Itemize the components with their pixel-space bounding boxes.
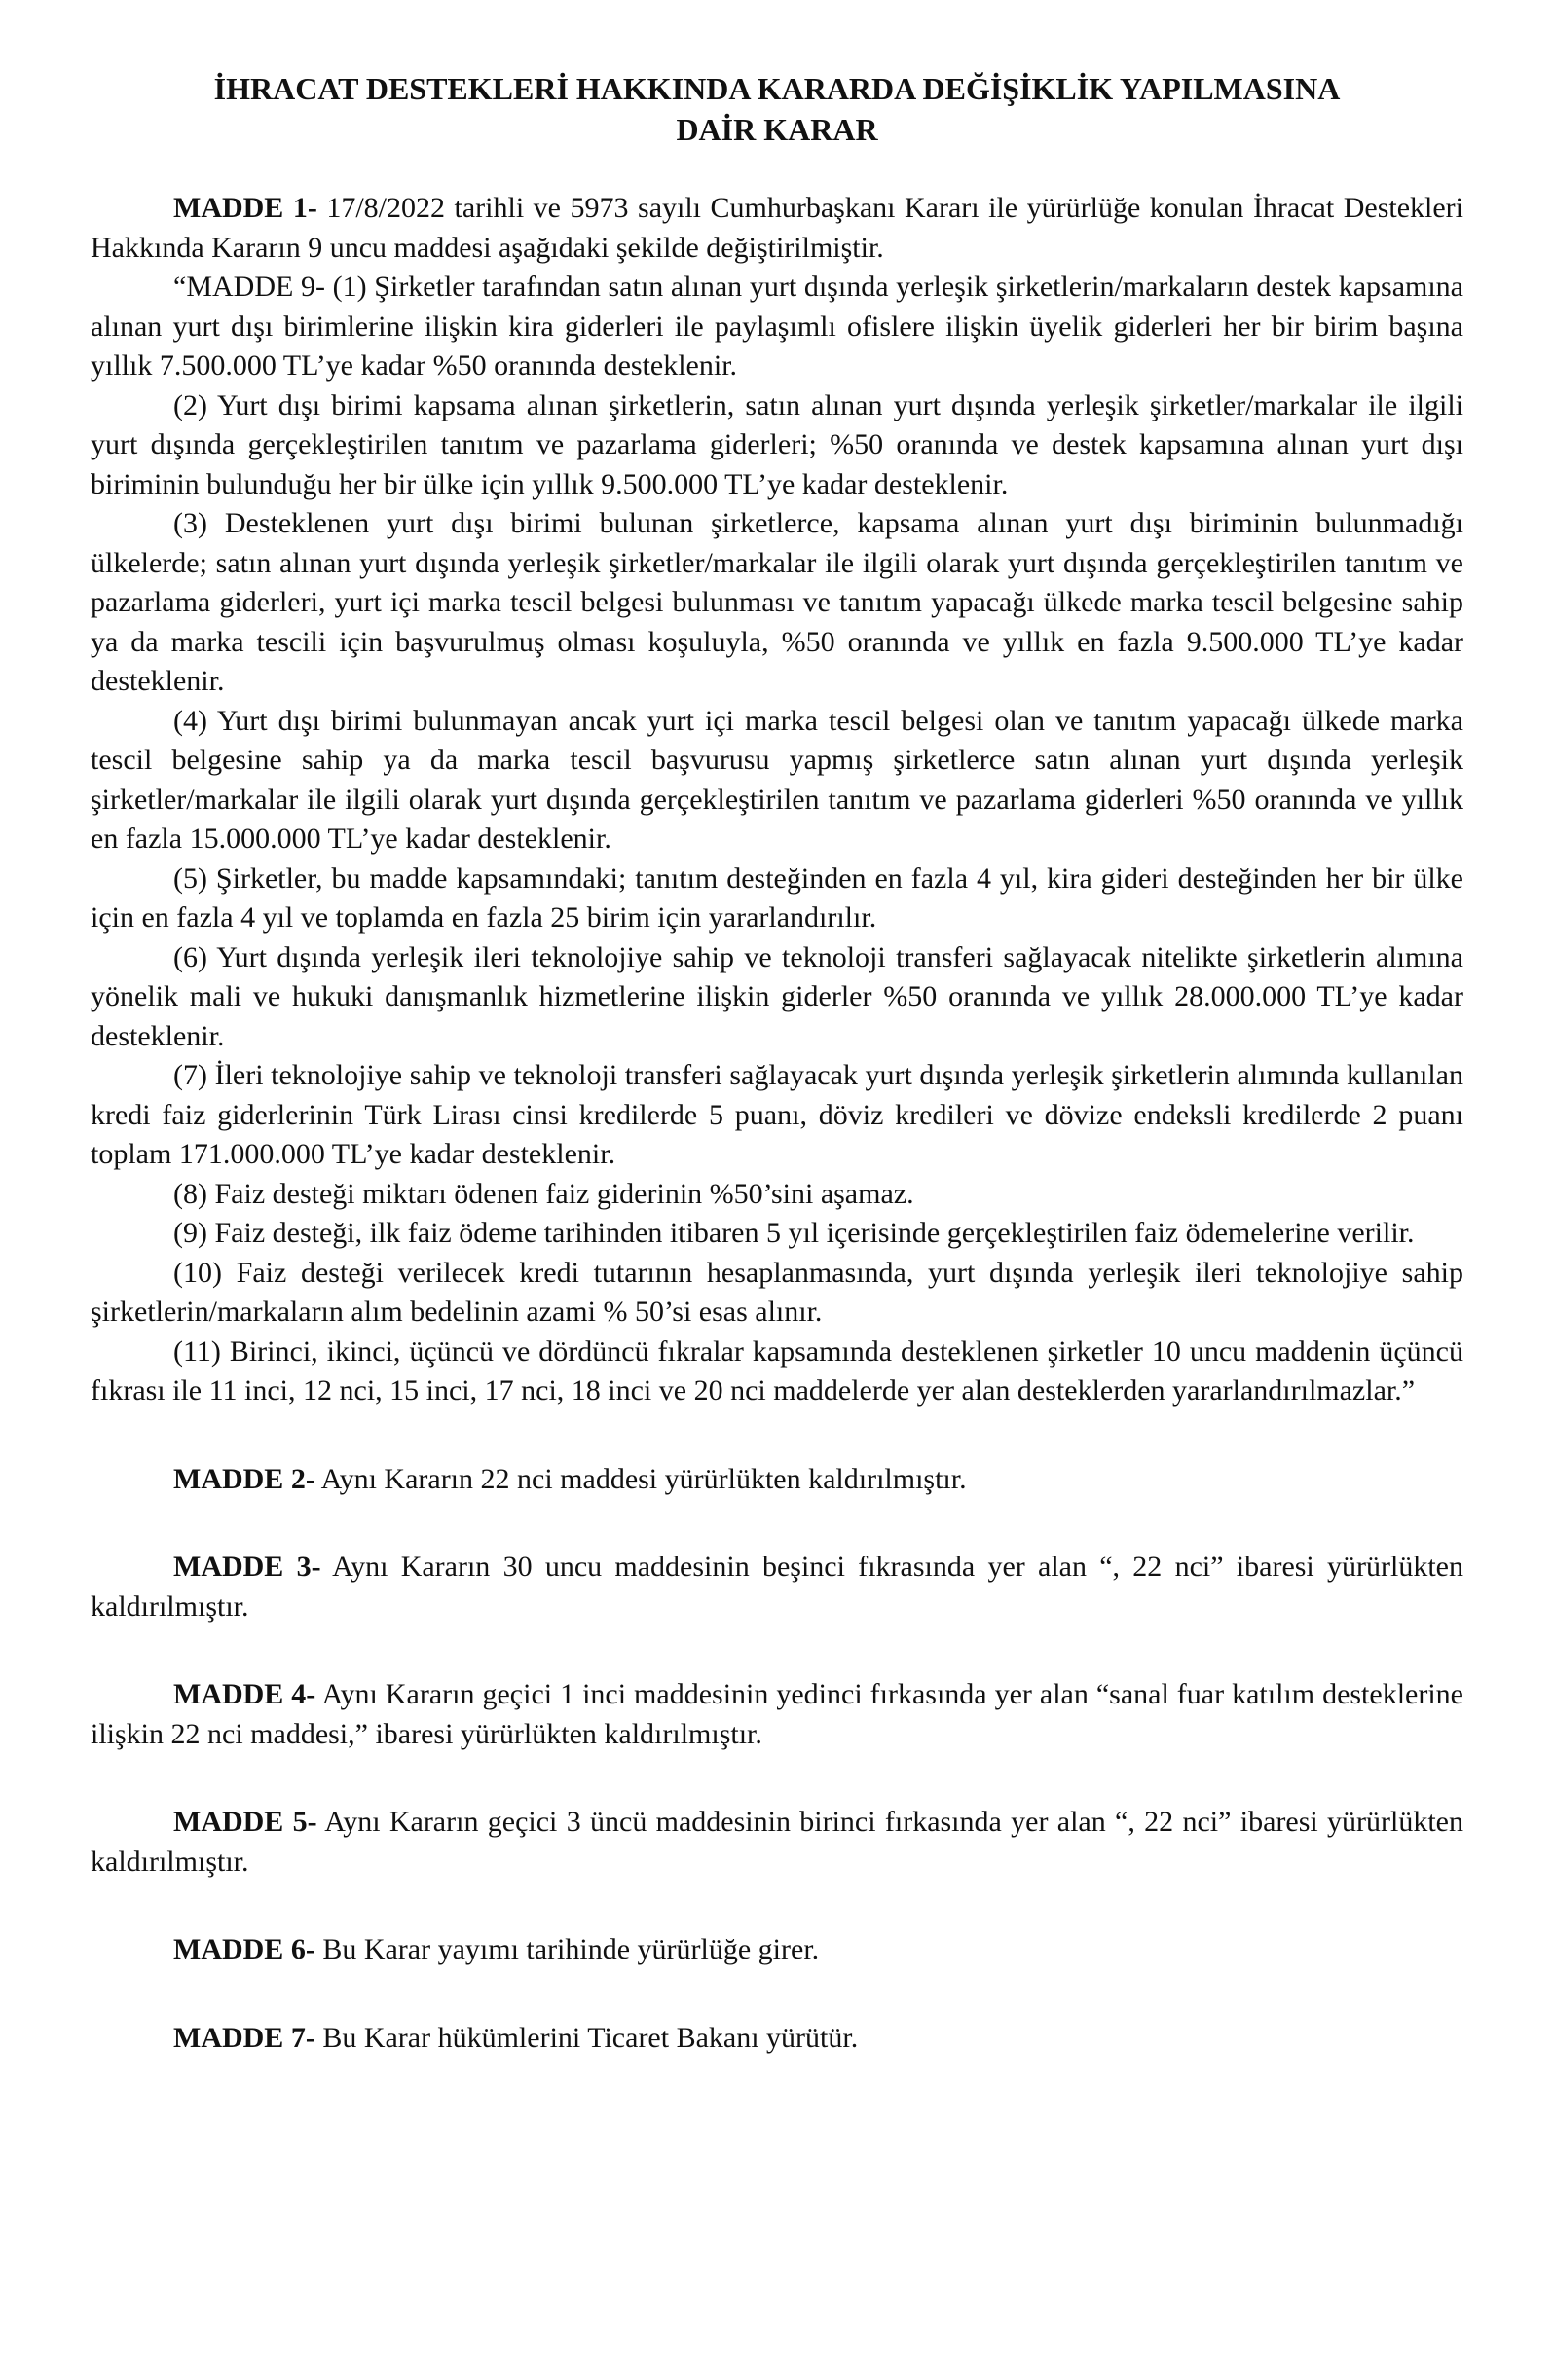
madde-2 xyxy=(91,1460,1463,1500)
madde-6 xyxy=(91,1930,1463,1970)
madde-1-intro-text: 17/8/2022 tarihli ve 5973 sayılı Cumhurbaşkanı Kararı ile yürürlüğe konulan İhracat Destekleri Hakkında Kararın 9 uncu maddesi aşağıdaki şekilde değiştirilmiştir. xyxy=(91,192,1463,264)
madde-2-text: Aynı Kararın 22 nci maddesi yürürlükten kaldırılmıştır. xyxy=(314,1462,967,1495)
madde-9-paragraph-8: (8) Faiz desteği miktarı ödenen faiz giderinin %50’sini aşamaz. xyxy=(173,1177,914,1210)
madde-7 xyxy=(91,2019,1463,2059)
madde-9-paragraph-11: (11) Birinci, ikinci, üçüncü ve dördüncü fıkralar kapsamında desteklenen şirketler 10 uncu maddenin üçüncü fıkrası ile 11 inci, 12 nci, 15 inci, 17 nci, 18 inci ve 20 nci maddelerde yer alan desteklerden yararlandırılmazlar.” xyxy=(91,1335,1463,1407)
madde-6-label: MADDE 6- xyxy=(173,1933,315,1965)
madde-5 xyxy=(91,1803,1463,1882)
title-line-2: DAİR KARAR xyxy=(676,112,878,147)
document-page xyxy=(91,68,1463,2058)
document-title xyxy=(91,68,1463,150)
madde-4-label: MADDE 4- xyxy=(173,1678,316,1710)
madde-9-paragraph-5: (5) Şirketler, bu madde kapsamındaki; tanıtım desteğinden en fazla 4 yıl, kira gideri desteğinden her bir ülke için en fazla 4 yıl ve toplamda en fazla 25 birim için yararlandırılır. xyxy=(91,861,1463,934)
madde-3-label: MADDE 3- xyxy=(173,1551,321,1583)
madde-1-intro xyxy=(91,189,1463,268)
madde-1-label: MADDE 1- xyxy=(173,192,317,224)
madde-9-paragraph-1: “MADDE 9- (1) Şirketler tarafından satın alınan yurt dışında yerleşik şirketlerin/markaların destek kapsamına alınan yurt dışı birimlerine ilişkin kira giderleri ile paylaşımlı ofislere ilişkin üyelik giderleri her bir birim başına yıllık 7.500.000 TL’ye kadar %50 oranında desteklenir. xyxy=(91,271,1463,382)
madde-4-text: Aynı Kararın geçici 1 inci maddesinin yedinci fırkasında yer alan “sanal fuar katılım desteklerine ilişkin 22 nci maddesi,” ibaresi yürürlükten kaldırılmıştır. xyxy=(91,1678,1463,1750)
title-line-1: İHRACAT DESTEKLERİ HAKKINDA KARARDA DEĞİŞİKLİK YAPILMASINA xyxy=(213,71,1341,106)
madde-3-text: Aynı Kararın 30 uncu maddesinin beşinci fıkrasında yer alan “, 22 nci” ibaresi yürürlükten kaldırılmıştır. xyxy=(91,1551,1463,1623)
madde-7-label: MADDE 7- xyxy=(173,2021,315,2054)
madde-2-label: MADDE 2- xyxy=(173,1462,315,1495)
madde-3 xyxy=(91,1548,1463,1627)
madde-9-paragraph-3: (3) Desteklenen yurt dışı birimi bulunan şirketlerce, kapsama alınan yurt dışı biriminin bulunmadığı ülkelerde; satın alınan yurt dışında yerleşik şirketler/markalar ile ilgili olarak yurt dışında gerçekleştirilen tanıtım ve pazarlama giderleri, yurt içi marka tescil belgesi bulunması ve tanıtım yapacağı ülkede marka tescil belgesine sahip ya da marka tescili için başvurulmuş olması koşuluyla, %50 oranında ve yıllık en fazla 9.500.000 TL’ye kadar desteklenir. xyxy=(91,507,1463,697)
madde-9-paragraph-6: (6) Yurt dışında yerleşik ileri teknolojiye sahip ve teknoloji transferi sağlayacak nitelikte şirketlerin alımına yönelik mali ve hukuki danışmanlık hizmetlerine ilişkin giderler %50 oranında ve yıllık 28.000.000 TL’ye kadar desteklenir. xyxy=(91,940,1463,1052)
madde-9-paragraph-9: (9) Faiz desteği, ilk faiz ödeme tarihinden itibaren 5 yıl içerisinde gerçekleştirilen faiz ödemelerine verilir. xyxy=(173,1217,1415,1249)
madde-7-text: Bu Karar hükümlerini Ticaret Bakanı yürütür. xyxy=(314,2021,859,2054)
madde-9-paragraph-10: (10) Faiz desteği verilecek kredi tutarının hesaplanmasında, yurt dışında yerleşik ileri teknolojiye sahip şirketlerin/markaların alım bedelinin azami % 50’si esas alınır. xyxy=(91,1256,1463,1328)
madde-9-paragraph-4: (4) Yurt dışı birimi bulunmayan ancak yurt içi marka tescil belgesi olan ve tanıtım yapacağı ülkede marka tescil belgesine sahip ya da marka tescil başvurusu yapmış şirketlerce satın alınan yurt dışında yerleşik şirketler/markalar ile ilgili olarak yurt dışında gerçekleştirilen tanıtım ve pazarlama giderleri %50 oranında ve yıllık en fazla 15.000.000 TL’ye kadar desteklenir. xyxy=(91,704,1463,855)
madde-9-paragraph-7: (7) İleri teknolojiye sahip ve teknoloji transferi sağlayacak yurt dışında yerleşik şirketlerin alımında kullanılan kredi faiz giderlerinin Türk Lirası cinsi kredilerde 5 puanı, döviz kredileri ve dövize endeksli kredilerde 2 puanı toplam 171.000.000 TL’ye kadar desteklenir. xyxy=(91,1059,1463,1170)
madde-4 xyxy=(91,1675,1463,1754)
madde-5-label: MADDE 5- xyxy=(173,1806,317,1838)
madde-6-text: Bu Karar yayımı tarihinde yürürlüğe girer. xyxy=(314,1933,820,1965)
madde-9-paragraph-2: (2) Yurt dışı birimi kapsama alınan şirketlerin, satın alınan yurt dışında yerleşik şirketler/markalar ile ilgili yurt dışında gerçekleştirilen tanıtım ve pazarlama giderleri; %50 oranında ve destek kapsamına alınan yurt dışı biriminin bulunduğu her bir ülke için yıllık 9.500.000 TL’ye kadar desteklenir. xyxy=(91,388,1463,500)
madde-5-text: Aynı Kararın geçici 3 üncü maddesinin birinci fırkasında yer alan “, 22 nci” ibaresi yürürlükten kaldırılmıştır. xyxy=(91,1806,1463,1878)
